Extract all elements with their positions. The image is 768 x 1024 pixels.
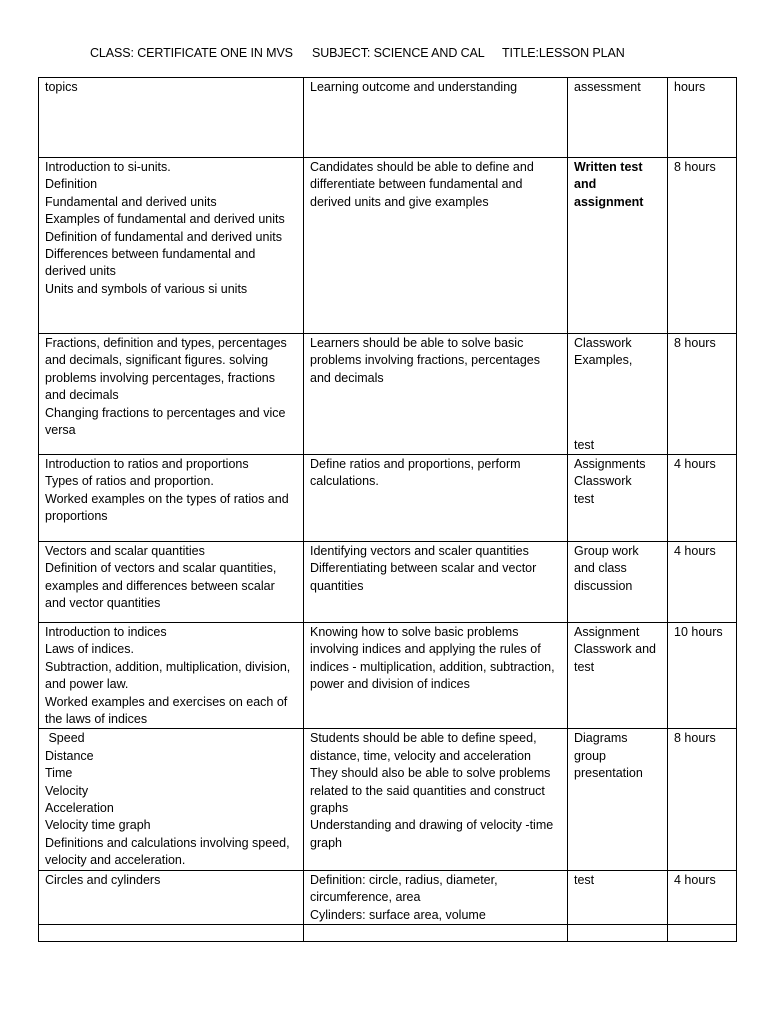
assessment-line: Classwork bbox=[574, 336, 632, 350]
assessment-line: test bbox=[574, 872, 595, 887]
assessment-cell bbox=[568, 334, 668, 455]
table-header-row bbox=[39, 78, 737, 158]
topic-line: Subtraction, addition, multiplication, division, and power law. bbox=[45, 659, 291, 692]
document-header bbox=[90, 46, 710, 66]
outcome-line: Define ratios and proportions, perform calculations. bbox=[310, 457, 521, 489]
outcome-line: Understanding and drawing of velocity -time graph bbox=[310, 818, 554, 850]
topic-line: Definitions and calculations involving speed, velocity and acceleration. bbox=[45, 835, 290, 868]
topic-line: Velocity time graph bbox=[45, 818, 151, 833]
topics-cell bbox=[39, 455, 304, 542]
hours-cell: 8 hours bbox=[668, 334, 737, 455]
outcome-line: Identifying vectors and scaler quantities bbox=[310, 544, 529, 558]
topic-line: Examples of fundamental and derived units bbox=[45, 212, 285, 227]
topic-line: Changing fractions to percentages and vice versa bbox=[45, 405, 286, 438]
subject-label: SUBJECT: SCIENCE AND CAL bbox=[312, 46, 485, 60]
topic-line: Definition bbox=[45, 177, 98, 192]
topic-line: Circles and cylinders bbox=[45, 872, 161, 887]
outcome-cell bbox=[304, 623, 568, 729]
empty-cell bbox=[39, 924, 304, 941]
assessment-line: Diagrams group presentation bbox=[574, 731, 643, 781]
topic-line: Introduction to indices bbox=[45, 625, 167, 639]
hours-cell: 4 hours bbox=[668, 542, 737, 623]
outcome-cell bbox=[304, 870, 568, 924]
topics-cell bbox=[39, 729, 304, 870]
table-row bbox=[39, 729, 737, 870]
hours-cell: 8 hours bbox=[668, 158, 737, 334]
table-row bbox=[39, 334, 737, 455]
table-row bbox=[39, 158, 737, 334]
empty-cell bbox=[568, 924, 668, 941]
outcome-cell bbox=[304, 729, 568, 870]
assessment-line: Classwork bbox=[574, 474, 632, 489]
topic-line: Velocity bbox=[45, 783, 89, 798]
topic-line: Introduction to si-units. bbox=[45, 160, 171, 174]
assessment-cell bbox=[568, 455, 668, 542]
outcome-line: Knowing how to solve basic problems involving indices and applying the rules of indices - multiplication, addition, subtraction, power and division of indices bbox=[310, 625, 555, 692]
outcome-line: Cylinders: surface area, volume bbox=[310, 907, 486, 922]
table-row bbox=[39, 542, 737, 623]
outcome-cell bbox=[304, 455, 568, 542]
assessment-line: test bbox=[574, 491, 595, 506]
topic-line: Differences between fundamental and derived units bbox=[45, 247, 256, 279]
topic-line: Fractions, definition and types, percentages and decimals, significant figures. solving problems involving percentages, fractions and decimals bbox=[45, 336, 287, 403]
outcome-cell bbox=[304, 334, 568, 455]
topic-line: Distance bbox=[45, 748, 94, 763]
assessment-cell bbox=[568, 729, 668, 870]
title-label: TITLE:LESSON PLAN bbox=[502, 46, 625, 60]
topic-line: Types of ratios and proportion. bbox=[45, 474, 214, 489]
topic-line: Worked examples on the types of ratios and proportions bbox=[45, 491, 289, 524]
outcome-line: They should also be able to solve problems related to the said quantities and construct graphs bbox=[310, 766, 551, 816]
assessment-cell bbox=[568, 542, 668, 623]
topic-line: Units and symbols of various si units bbox=[45, 281, 248, 296]
topic-line: Time bbox=[45, 766, 73, 781]
header-assessment: assessment bbox=[568, 78, 668, 158]
outcome-line: Definition: circle, radius, diameter, circumference, area bbox=[310, 872, 498, 905]
hours-cell: 8 hours bbox=[668, 729, 737, 870]
topic-line: Acceleration bbox=[45, 801, 114, 816]
outcome-cell bbox=[304, 542, 568, 623]
outcome-line: Students should be able to define speed, distance, time, velocity and acceleration bbox=[310, 731, 537, 763]
outcome-line: Differentiating between scalar and vector quantities bbox=[310, 561, 537, 593]
empty-cell bbox=[304, 924, 568, 941]
topics-cell bbox=[39, 334, 304, 455]
assessment-cell bbox=[568, 623, 668, 729]
topic-line: Definition of fundamental and derived units bbox=[45, 229, 282, 244]
topic-line: Worked examples and exercises on each of the laws of indices bbox=[45, 694, 288, 727]
hours-cell: 4 hours bbox=[668, 455, 737, 542]
outcome-cell bbox=[304, 158, 568, 334]
assessment-cell bbox=[568, 158, 668, 334]
assessment-line: Written test and assignment bbox=[574, 160, 644, 209]
outcome-line: Learners should be able to solve basic problems involving fractions, percentages and decimals bbox=[310, 336, 540, 385]
hours-cell: 4 hours bbox=[668, 870, 737, 924]
topics-cell bbox=[39, 623, 304, 729]
lesson-plan-table bbox=[38, 77, 737, 942]
topic-line: Speed bbox=[45, 731, 85, 746]
table-row bbox=[39, 623, 737, 729]
topics-cell bbox=[39, 542, 304, 623]
header-outcome: Learning outcome and understanding bbox=[304, 78, 568, 158]
empty-cell bbox=[668, 924, 737, 941]
table-row bbox=[39, 455, 737, 542]
topic-line: Fundamental and derived units bbox=[45, 194, 217, 209]
outcome-line: Candidates should be able to define and differentiate between fundamental and derived units and give examples bbox=[310, 160, 534, 209]
assessment-line: Examples, bbox=[574, 353, 633, 368]
assessment-line: Assignment bbox=[574, 625, 640, 639]
topic-line: Vectors and scalar quantities bbox=[45, 544, 205, 558]
header-topics: topics bbox=[39, 78, 304, 158]
topic-line: Laws of indices. bbox=[45, 642, 134, 657]
topics-cell bbox=[39, 870, 304, 924]
header-hours: hours bbox=[668, 78, 737, 158]
topic-line: Definition of vectors and scalar quantities, examples and differences between scalar and vector quantities bbox=[45, 561, 277, 611]
assessment-line: Assignments bbox=[574, 457, 646, 471]
assessment-line: Classwork and test bbox=[574, 642, 656, 674]
assessment-line: Group work and class discussion bbox=[574, 544, 639, 593]
table-row bbox=[39, 870, 737, 924]
hours-cell: 10 hours bbox=[668, 623, 737, 729]
empty-row bbox=[39, 924, 737, 941]
class-label: CLASS: CERTIFICATE ONE IN MVS bbox=[90, 46, 293, 60]
assessment-cell bbox=[568, 870, 668, 924]
topics-cell bbox=[39, 158, 304, 334]
assessment-line: test bbox=[574, 437, 595, 452]
topic-line: Introduction to ratios and proportions bbox=[45, 457, 249, 471]
